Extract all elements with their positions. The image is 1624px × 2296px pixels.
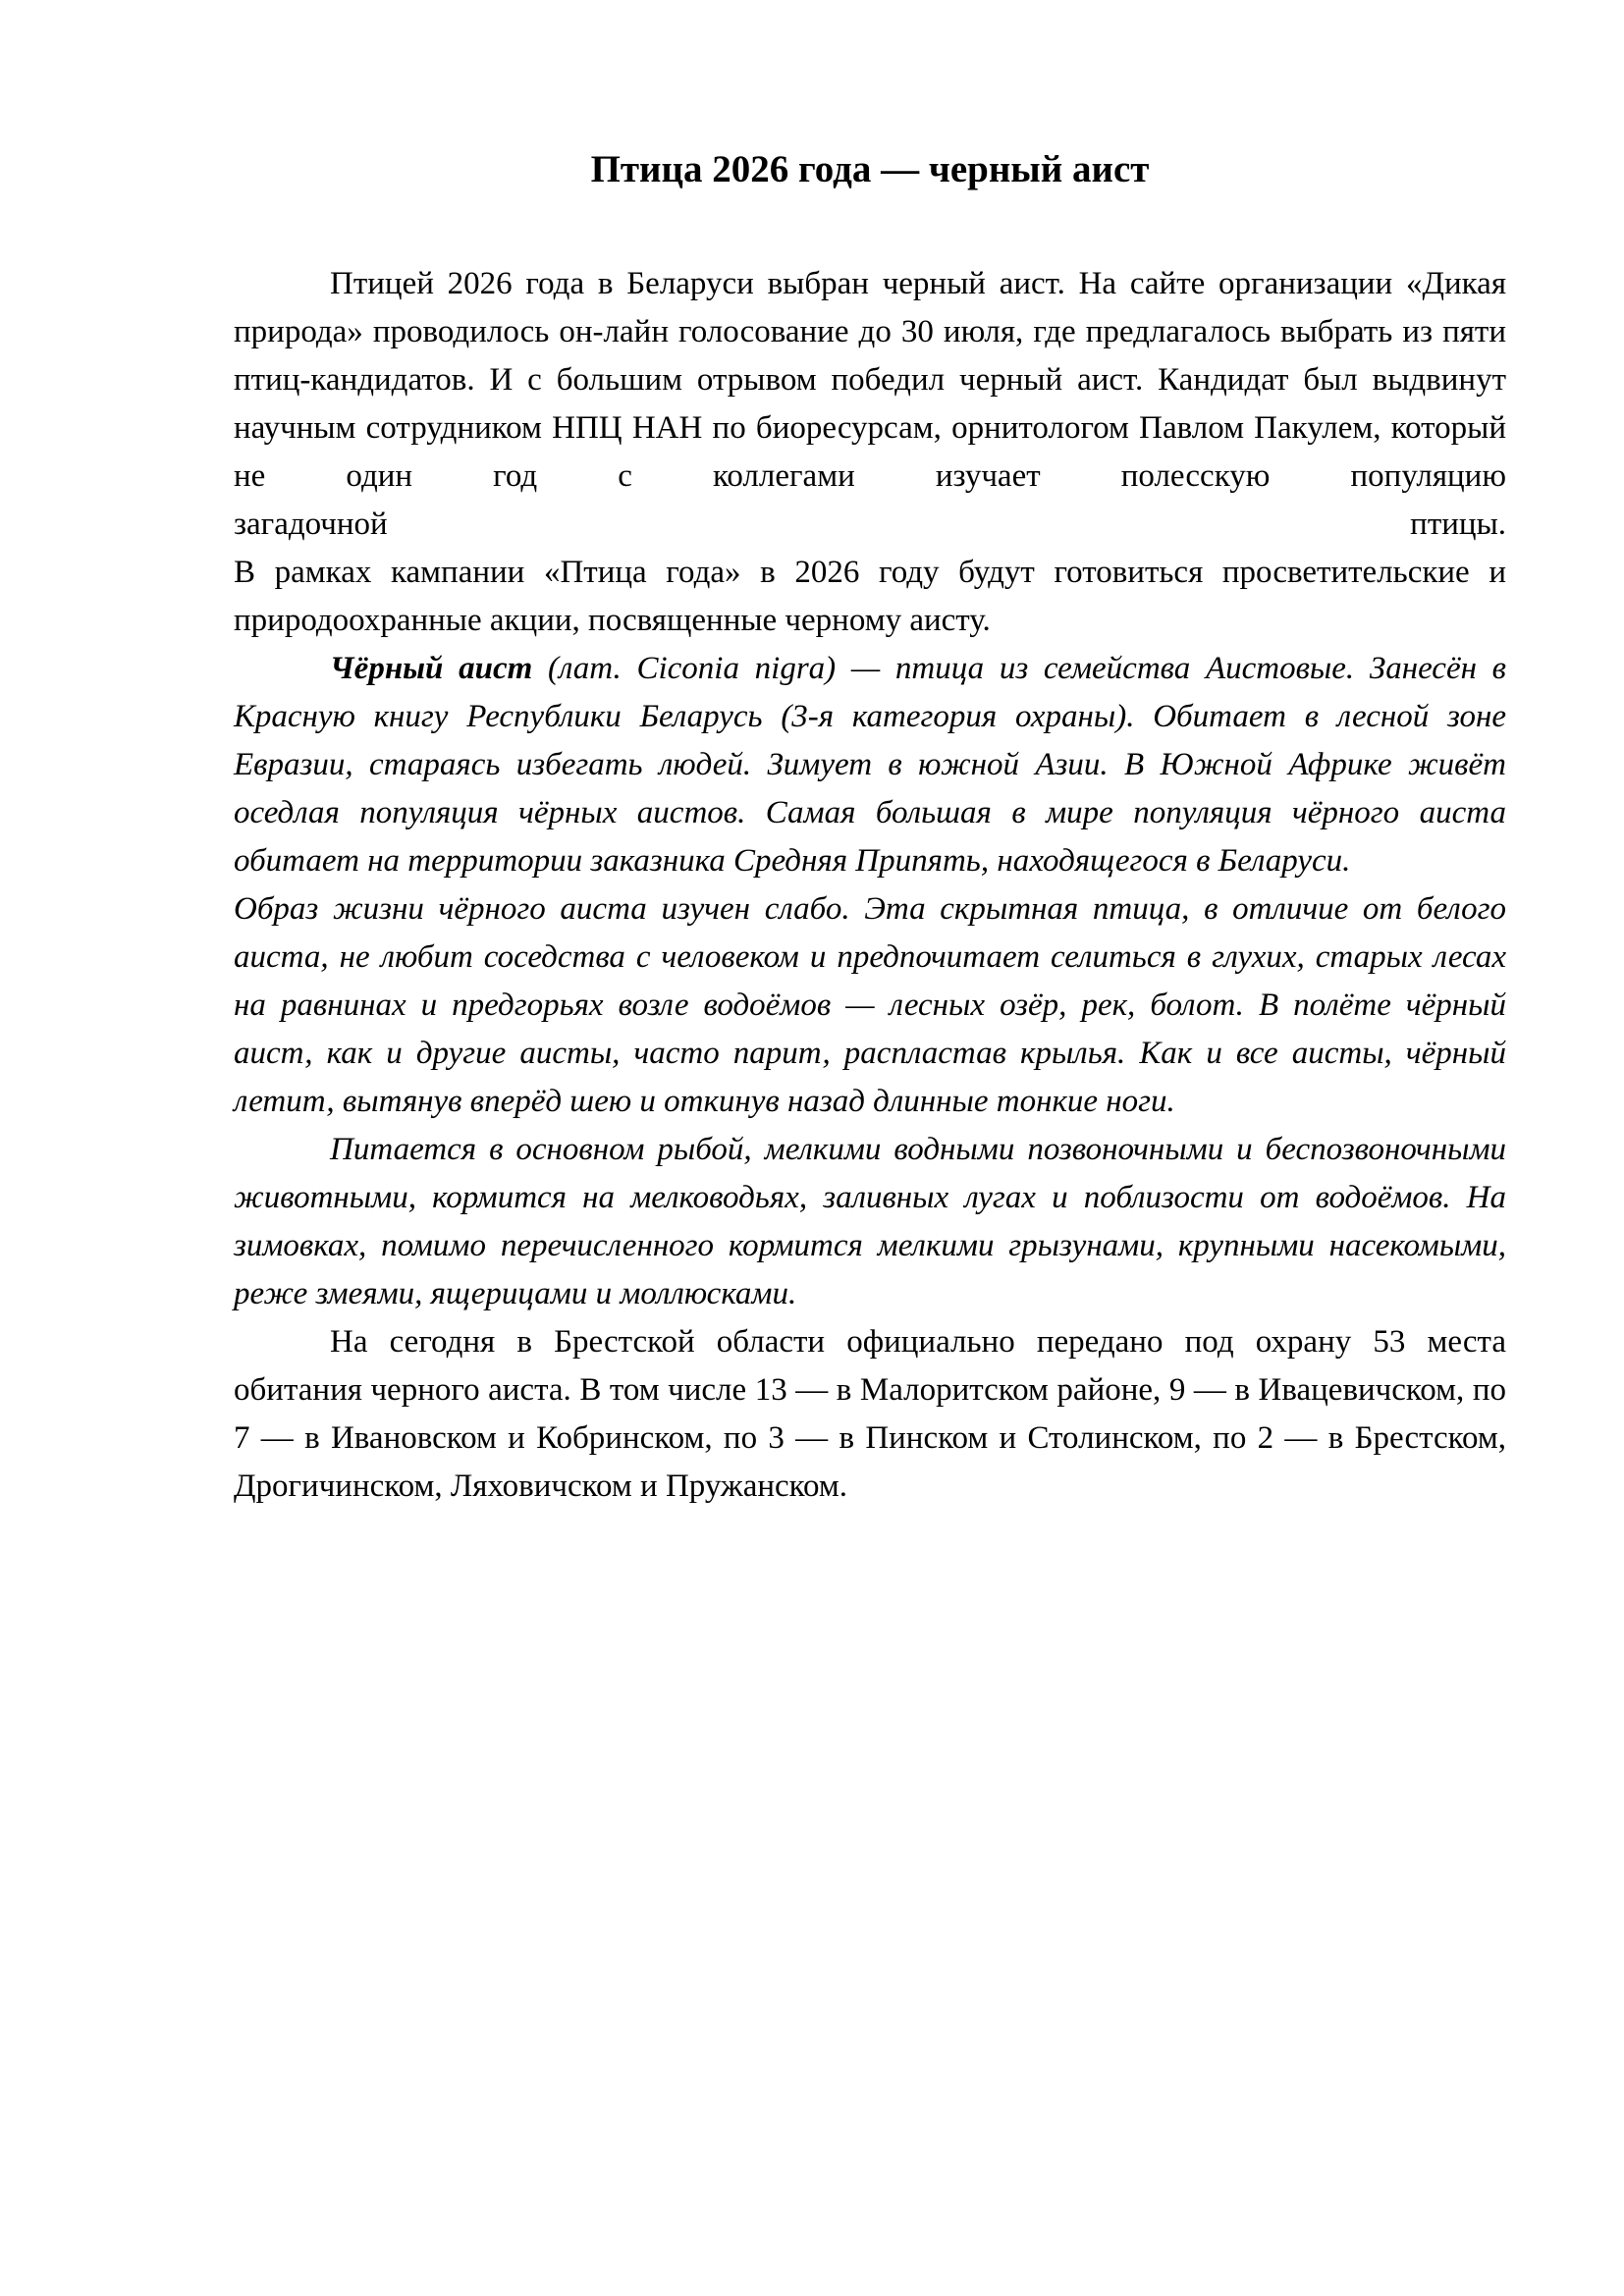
paragraph-intro-stretched-line	[234, 501, 1506, 549]
stork-species-lead-text: Чёрный аист	[330, 651, 533, 686]
paragraph-stork-lifestyle: Образ жизни чёрного аиста изучен слабо. Эта скрытная птица, в отличие от белого аиста, не любит соседства с человеком и предпочитает селиться в глухих, старых лесах на равнинах и предгорьях возле водоёмов — лесных озёр, рек, болот. В полёте чёрный аист, как и другие аисты, часто парит, распластав крылья. Как и все аисты, чёрный летит, вытянув вперёд шею и откинув назад длинные тонкие ноги.	[234, 891, 1506, 1119]
stork-description-text: (лат. Ciconia nigra) — птица из семейства Аистовые. Занесён в Красную книгу Республики Беларусь (3-я категория охраны). Обитает в лесной зоне Евразии, стараясь избегать людей. Зимует в южной Азии. В Южной Африке живёт оседлая популяция чёрных аистов. Самая большая в мире популяция чёрного аиста обитает на территории заказника Средняя Припять, находящегося в Беларуси.	[234, 651, 1506, 879]
paragraph-intro: Птицей 2026 года в Беларуси выбран черный аист. На сайте организации «Дикая природа» проводилось он-лайн голосование до 30 июля, где предлагалось выбрать из пяти птиц-кандидатов. И с большим отрывом победил черный аист. Кандидат был выдвинут научным сотрудником НПЦ НАН по биоресурсам, орнитологом Павлом Пакулем, который не один год с коллегами изучает полесскую популяцию	[234, 266, 1506, 494]
paragraph-stork-description	[234, 645, 1506, 885]
stretched-line-left-word: загадочной	[234, 507, 388, 542]
document-title: Птица 2026 года — черный аист	[590, 148, 1150, 190]
paragraph-brest-statistics: На сегодня в Брестской области официально передано под охрану 53 места обитания черного аиста. В том числе 13 — в Малоритском районе, 9 — в Ивацевичском, по 7 — в Ивановском и Кобринском, по 3 — в Пинском и Столинском, по 2 — в Брестском, Дрогичинском, Ляховичском и Пружанском.	[234, 1324, 1506, 1504]
stretched-line-right-word: птицы.	[1410, 507, 1506, 542]
paragraph-stork-diet: Питается в основном рыбой, мелкими водными позвоночными и беспозвоночными животными, кормится на мелководьях, заливных лугах и поблизости от водоёмов. На зимовках, помимо перечисленного кормится мелкими грызунами, крупными насекомыми, реже змеями, ящерицами и моллюсками.	[234, 1132, 1506, 1311]
paragraph-intro-continuation: В рамках кампании «Птица года» в 2026 году будут готовиться просветительские и природоохранные акции, посвященные черному аисту.	[234, 555, 1506, 638]
